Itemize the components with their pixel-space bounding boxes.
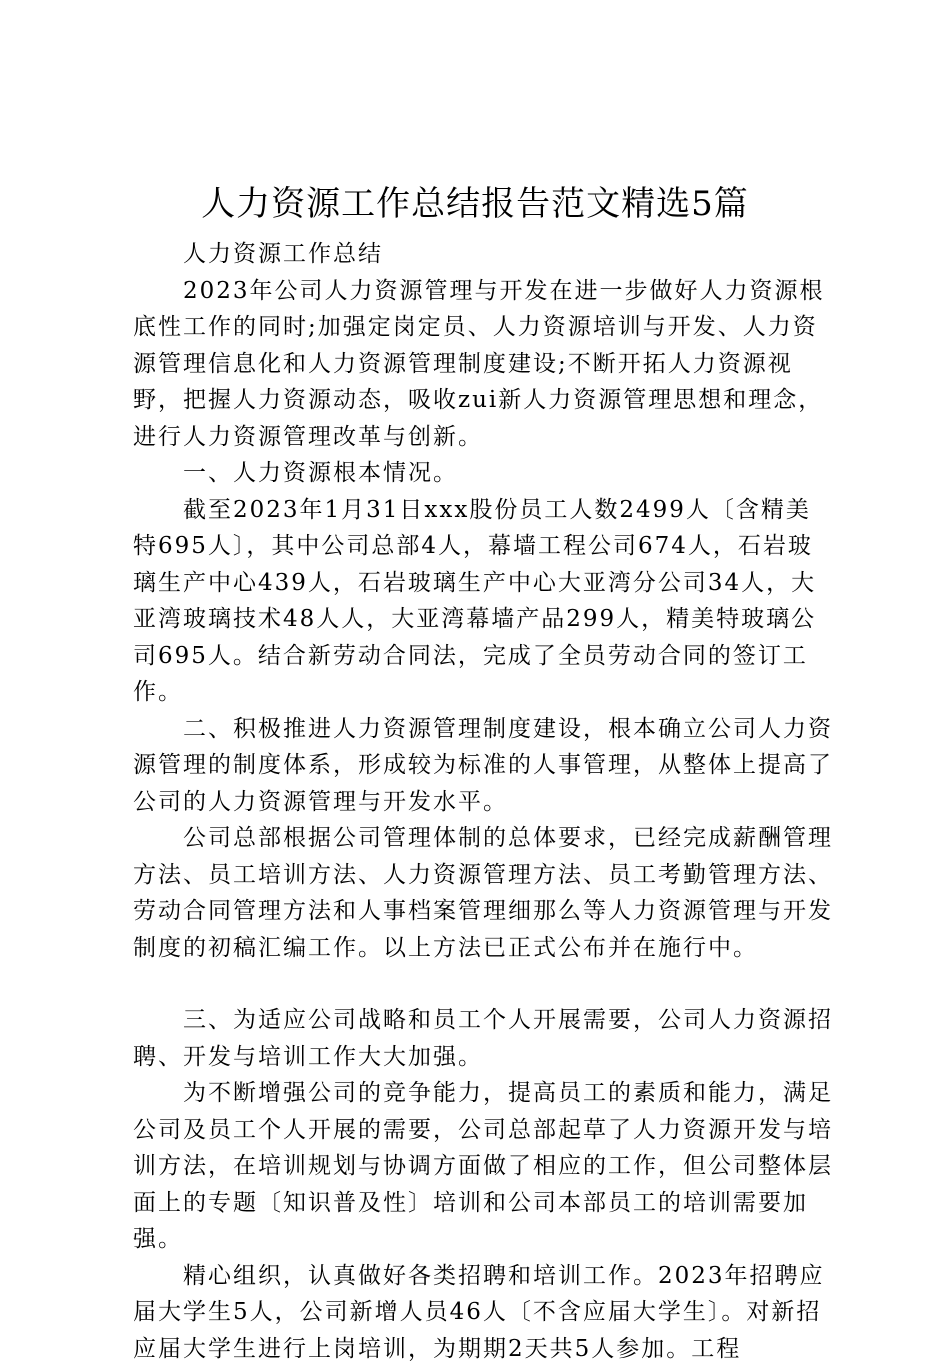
document-title: 人力资源工作总结报告范文精选5篇 bbox=[0, 180, 950, 228]
paragraph-intro: 2023年公司人力资源管理与开发在进一步做好人力资源根底性工作的同时;加强定岗定员、人力资源培训与开发、人力资源管理信息化和人力资源管理制度建设;不断开拓人力资源视野，把握人力资源动态，吸收zui新人力资源管理思想和理念，进行人力资源管理改革与创新。 bbox=[133, 273, 833, 456]
section-heading-summary: 人力资源工作总结 bbox=[133, 236, 833, 273]
paragraph-staff-numbers: 截至2023年1月31日xxx股份员工人数2499人〔含精美特695人〕，其中公司总部4人，幕墙工程公司674人，石岩玻璃生产中心439人，石岩玻璃生产中心大亚湾分公司34人，大亚湾玻璃技术48人人，大亚湾幕墙产品299人，精美特玻璃公司695人。结合新劳动合同法，完成了全员劳动合同的签订工作。 bbox=[133, 492, 833, 711]
section-heading-system-building: 二、积极推进人力资源管理制度建设，根本确立公司人力资源管理的制度体系，形成较为标准的人事管理，从整体上提高了公司的人力资源管理与开发水平。 bbox=[133, 711, 833, 821]
document-body bbox=[133, 236, 833, 1367]
paragraph-recruitment-details: 精心组织，认真做好各类招聘和培训工作。2023年招聘应届大学生5人，公司新增人员46人〔不含应届大学生〕。对新招应届大学生进行上岗培训，为期期2天共5人参加。工程 bbox=[133, 1258, 833, 1367]
paragraph-training-plan: 为不断增强公司的竞争能力，提高员工的素质和能力，满足公司及员工个人开展的需要，公司总部起草了人力资源开发与培训方法，在培训规划与协调方面做了相应的工作，但公司整体层面上的专题〔知识普及性〕培训和公司本部员工的培训需要加强。 bbox=[133, 1075, 833, 1258]
section-heading-recruitment-training: 三、为适应公司战略和员工个人开展需要，公司人力资源招聘、开发与培训工作大大加强。 bbox=[133, 1002, 833, 1075]
section-heading-basic-situation: 一、人力资源根本情况。 bbox=[133, 455, 833, 492]
paragraph-management-methods: 公司总部根据公司管理体制的总体要求，已经完成薪酬管理方法、员工培训方法、人力资源管理方法、员工考勤管理方法、劳动合同管理方法和人事档案管理细那么等人力资源管理与开发制度的初稿汇编工作。以上方法已正式公布并在施行中。 bbox=[133, 820, 833, 966]
